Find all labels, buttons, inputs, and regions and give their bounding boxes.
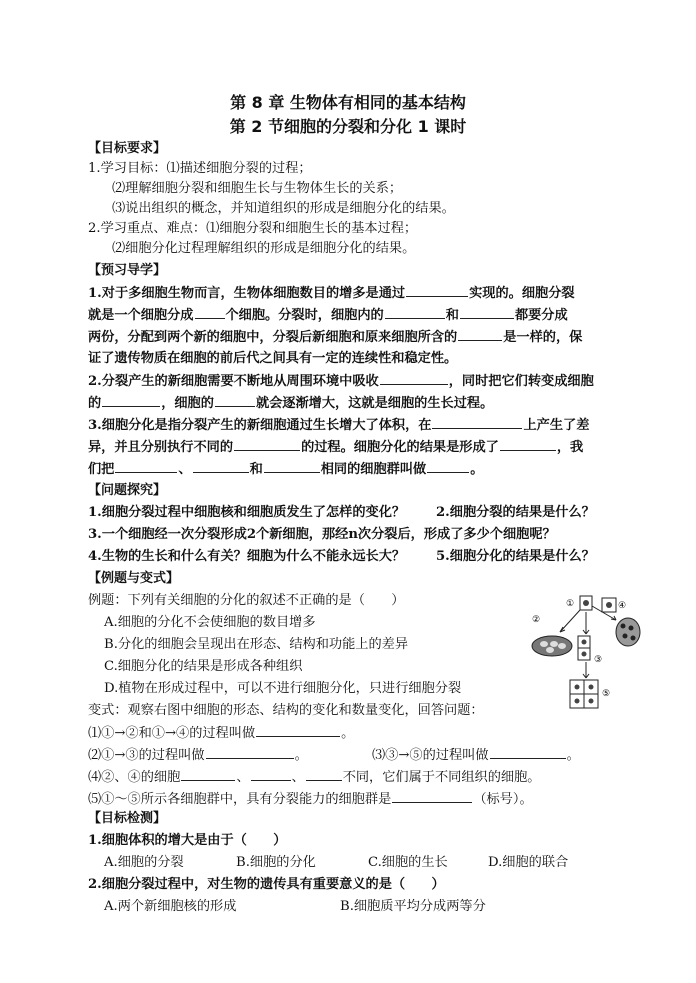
test-q1-option-a: A.细胞的分裂 <box>104 855 184 870</box>
preview-line-4: 证了遗传物质在细胞的前后代之间具有一定的连续性和稳定性。 <box>88 351 458 366</box>
preview-text: 2.分裂产生的新细胞需要不断地从周围环境中吸收 <box>88 374 379 389</box>
example-option-b: B.分化的细胞会呈现出在形态、结构和功能上的差异 <box>104 637 409 652</box>
preview-text: 相同的细胞群叫做 <box>320 462 427 477</box>
preview-text: ，同时把它们转变成细胞 <box>448 374 594 389</box>
test-q1-option-b: B.细胞的分化 <box>236 855 316 870</box>
fill-blank[interactable] <box>427 460 469 473</box>
fill-blank[interactable] <box>380 372 448 385</box>
preview-text: 们把 <box>88 462 115 477</box>
test-heading: 【目标检测】 <box>88 811 167 826</box>
preview-line-5 <box>88 372 594 391</box>
variant-q3 <box>372 746 580 765</box>
goal-line-2: ⑵理解细胞分裂和细胞生长与生物体生长的关系； <box>112 181 403 196</box>
preview-line-2 <box>88 306 568 325</box>
cell-division-figure <box>530 592 642 724</box>
section-title: 第 2 节细胞的分裂和分化 1 课时 <box>229 117 467 136</box>
fill-blank[interactable] <box>193 460 249 473</box>
example-heading: 【例题与变式】 <box>88 571 180 586</box>
test-q2: 2.细胞分裂过程中，对生物的遗传具有重要意义的是（ ） <box>88 877 445 892</box>
cell-cluster-5 <box>570 680 610 708</box>
preview-line-7 <box>88 416 589 435</box>
fill-blank[interactable] <box>432 416 522 429</box>
variant-text: ⑷②、④的细胞 <box>88 770 181 785</box>
variant-q5 <box>88 790 533 809</box>
chapter-title: 第 8 章 生物体有相同的基本结构 <box>230 93 466 112</box>
cell-cluster-1 <box>566 596 592 610</box>
inquiry-q1: 1.细胞分裂过程中细胞核和细胞质发生了怎样的变化？ <box>88 505 406 520</box>
fill-blank[interactable] <box>392 790 472 803</box>
preview-text: 和 <box>249 462 263 477</box>
preview-text: 1.对于多细胞生物而言，生物体细胞数目的增多是通过 <box>88 286 406 301</box>
variant-q1 <box>88 724 354 743</box>
variant-text: 。 <box>341 726 355 741</box>
goal-line-5: ⑵细胞分化过程理解组织的形成是细胞分化的结果。 <box>112 241 416 256</box>
fill-blank[interactable] <box>256 724 340 737</box>
variant-text: 、 <box>291 770 305 785</box>
variant-text: 。 <box>294 748 308 763</box>
fill-blank[interactable] <box>406 284 468 297</box>
preview-text: 异，并且分别执行不同的 <box>88 440 234 455</box>
preview-text: 3.细胞分化是指分裂产生的新细胞通过生长增大了体积，在 <box>88 418 432 433</box>
fill-blank[interactable] <box>195 306 225 319</box>
preview-line-1 <box>88 284 575 303</box>
variant-prompt: 变式：观察右图中细胞的形态、结构的变化和数量变化，回答问题： <box>88 703 484 718</box>
preview-heading: 【预习导学】 <box>88 263 167 278</box>
preview-text: ，细胞的 <box>161 396 214 411</box>
variant-text: ⑵①→③的过程叫做 <box>88 748 205 763</box>
test-q1-option-c: C.细胞的生长 <box>368 855 448 870</box>
figure-label-3: ③ <box>594 655 603 665</box>
fill-blank[interactable] <box>215 394 255 407</box>
preview-text: 。 <box>470 462 484 477</box>
variant-text: （标号）。 <box>473 792 533 807</box>
goals-heading: 【目标要求】 <box>88 141 167 156</box>
fill-blank[interactable] <box>490 746 566 759</box>
preview-text: 个细胞。分裂时，细胞内的 <box>225 308 384 323</box>
variant-q2 <box>88 746 308 765</box>
example-option-c: C.细胞分化的结果是形成各种组织 <box>104 659 303 674</box>
example-option-d: D.植物在形成过程中，可以不进行细胞分化，只进行细胞分裂 <box>104 681 462 696</box>
preview-text: 和 <box>445 308 459 323</box>
inquiry-heading: 【问题探究】 <box>88 483 167 498</box>
test-q2-option-b: B.细胞质平均分成两等分 <box>340 899 486 914</box>
preview-line-8 <box>88 438 583 457</box>
figure-label-1: ① <box>566 599 575 609</box>
fill-blank[interactable] <box>115 460 177 473</box>
preview-text: 就是一个细胞分成 <box>88 308 194 323</box>
cell-cluster-3 <box>578 636 602 665</box>
variant-q4 <box>88 768 541 787</box>
fill-blank[interactable] <box>500 438 556 451</box>
fill-blank[interactable] <box>460 306 514 319</box>
fill-blank[interactable] <box>206 746 294 759</box>
cell-cluster-2 <box>532 615 572 656</box>
example-stem: 例题：下列有关细胞的分化的叙述不正确的是（ ） <box>88 593 405 608</box>
example-option-a: A.细胞的分化不会使细胞的数目增多 <box>104 615 316 630</box>
preview-text: 上产生了差 <box>523 418 590 433</box>
fill-blank[interactable] <box>264 460 320 473</box>
preview-line-9 <box>88 460 483 479</box>
figure-label-5: ⑤ <box>602 689 611 699</box>
test-q1-option-d: D.细胞的联合 <box>488 855 569 870</box>
fill-blank[interactable] <box>458 328 502 341</box>
figure-label-2: ② <box>532 615 541 625</box>
inquiry-q4: 4.生物的生长和什么有关？细胞为什么不能永远长大？ <box>88 549 406 564</box>
variant-text: 。 <box>566 748 580 763</box>
variant-text: 、 <box>236 770 250 785</box>
fill-blank[interactable] <box>385 306 445 319</box>
preview-text: 实现的。细胞分裂 <box>469 286 575 301</box>
test-q1: 1.细胞体积的增大是由于（ ） <box>88 833 287 848</box>
preview-line-3 <box>88 328 582 347</box>
preview-text: 都要分成 <box>514 308 568 323</box>
test-q2-option-a: A.两个新细胞核的形成 <box>104 899 237 914</box>
cell-cluster-4 <box>602 598 640 646</box>
fill-blank[interactable] <box>234 438 300 451</box>
variant-text: 不同，它们属于不同组织的细胞。 <box>342 770 541 785</box>
preview-text: 两份，分配到两个新的细胞中，分裂后新细胞和原来细胞所含的 <box>88 330 458 345</box>
preview-text: 就会逐渐增大，这就是细胞的生长过程。 <box>255 396 494 411</box>
preview-text: 是一样的，保 <box>503 330 583 345</box>
fill-blank[interactable] <box>181 768 235 781</box>
variant-text: ⑶③→⑤的过程叫做 <box>372 748 489 763</box>
goal-line-4: 2.学习重点、难点：⑴细胞分裂和细胞生长的基本过程； <box>88 221 418 236</box>
inquiry-q3: 3.一个细胞经一次分裂形成2个新细胞，那经n次分裂后，形成了多少个细胞呢？ <box>88 527 556 542</box>
fill-blank[interactable] <box>102 394 160 407</box>
goal-line-1: 1.学习目标：⑴描述细胞分裂的过程； <box>88 161 312 176</box>
preview-text: 的过程。细胞分化的结果是形成了 <box>301 440 499 455</box>
variant-text: ⑴①→②和①→④的过程叫做 <box>88 726 256 741</box>
preview-text: 的 <box>88 396 102 411</box>
preview-line-6 <box>88 394 493 413</box>
fill-blank[interactable] <box>251 768 291 781</box>
inquiry-q5: 5.细胞分化的结果是什么？ <box>436 549 595 564</box>
inquiry-q2: 2.细胞分裂的结果是什么？ <box>436 505 595 520</box>
variant-text: ⑸①～⑤所示各细胞群中，具有分裂能力的细胞群是 <box>88 792 392 807</box>
goal-line-3: ⑶说出组织的概念，并知道组织的形成是细胞分化的结果。 <box>112 201 455 216</box>
preview-text: 、 <box>178 462 192 477</box>
fill-blank[interactable] <box>306 768 342 781</box>
figure-label-4: ④ <box>618 601 627 611</box>
preview-text: ，我 <box>556 440 584 455</box>
